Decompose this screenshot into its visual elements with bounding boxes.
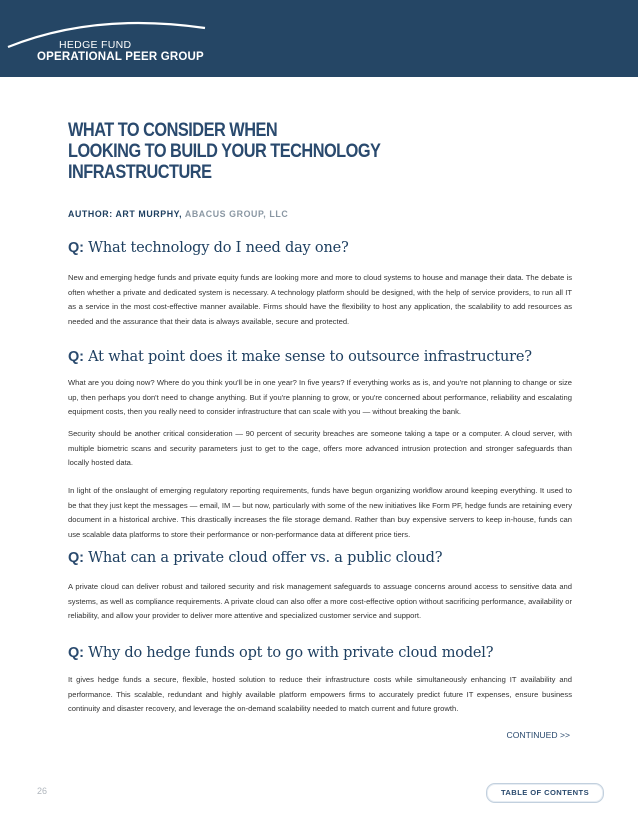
title-line: WHAT TO CONSIDER WHEN — [68, 120, 278, 141]
question-heading — [68, 240, 349, 256]
answer-paragraph: New and emerging hedge funds and private equity funds are looking more and more to cloud systems to house and manage their data. The debate is often whether a private and dedicated system is necessary. A technology platform should be designed, with the help of service providers, to run all IT as a service in the most cost-effective manner available. Firms should have the flexibility to host any application, the scalability to add resources as needed and the assurance that their data is always available, secure and protected. — [68, 273, 572, 327]
title-line: INFRASTRUCTURE — [68, 162, 212, 183]
question-prefix: Q: — [68, 550, 84, 566]
question-text: What can a private cloud offer vs. a public cloud? — [88, 550, 443, 566]
question-prefix: Q: — [68, 349, 84, 365]
page-header — [0, 0, 638, 77]
question-heading — [68, 550, 442, 566]
answer-paragraph: In light of the onslaught of emerging regulatory reporting requirements, funds have begun organizing workflow around keeping everything. It used to be that they just kept the messages — email, IM — but now, particularly with some of the new initiatives like Form PF, hedge funds are retaining every document in a historical archive. This drastically increases the file storage demand. Rather than buy expensive servers to keep in-house, funds can use scalable data platforms to store their performance or non-performance data at different price tiers. — [68, 486, 572, 540]
author-label: AUTHOR: ART MURPHY, — [68, 209, 183, 219]
answer-paragraph: Security should be another critical consideration — 90 percent of security breaches are someone taking a tape or a computer. A cloud server, with multiple biometric scans and security parameters just to get to the cage, offers more advanced intrusion protection and stronger safeguards than locally hosted data. — [68, 429, 572, 468]
answer-paragraph: A private cloud can deliver robust and tailored security and risk management safeguards to assuage concerns around access to sensitive data and systems, as well as compliance requirements. A private cloud can also offer a more cost-effective option without sacrificing performance, availability or reliability, and allow your provider to deliver more attentive and specialized customer service and support. — [68, 582, 572, 621]
answer-paragraph: It gives hedge funds a secure, flexible, hosted solution to reduce their infrastructure costs while simultaneously enhancing IT availability and performance. This scalable, redundant and highly available platform empowers firms to accurately predict future IT expenses, ensure business continuity and disaster recovery, and leverage the on-demand scalability needed to match current and future growth. — [68, 675, 572, 714]
title-line: LOOKING TO BUILD YOUR TECHNOLOGY — [68, 141, 381, 162]
page-number: 26 — [37, 786, 48, 796]
author-line — [68, 209, 288, 219]
question-prefix: Q: — [68, 645, 84, 661]
continued-link[interactable]: CONTINUED >> — [506, 730, 570, 740]
table-of-contents-button[interactable]: TABLE OF CONTENTS — [486, 783, 604, 803]
logo-line-1: HEDGE FUND — [59, 39, 132, 51]
question-text: At what point does it make sense to outsource infrastructure? — [88, 349, 532, 365]
answer-paragraph: What are you doing now? Where do you think you'll be in one year? In five years? If everything works as is, and you're not planning to change or size up, then perhaps you don't need to change anything. But if you're planning to grow, or you're concerned about performance, reliability and escalating equipment costs, then you really need to consider infrastructure that can scale with you — without breaking the bank. — [68, 378, 572, 417]
author-org: ABACUS GROUP, LLC — [184, 209, 289, 219]
question-prefix: Q: — [68, 240, 84, 256]
logo-line-2: OPERATIONAL PEER GROUP — [37, 51, 204, 63]
article-title — [68, 120, 429, 183]
question-heading — [68, 349, 532, 365]
question-text: Why do hedge funds opt to go with private cloud model? — [88, 645, 494, 661]
question-heading — [68, 645, 493, 661]
question-text: What technology do I need day one? — [88, 240, 349, 256]
